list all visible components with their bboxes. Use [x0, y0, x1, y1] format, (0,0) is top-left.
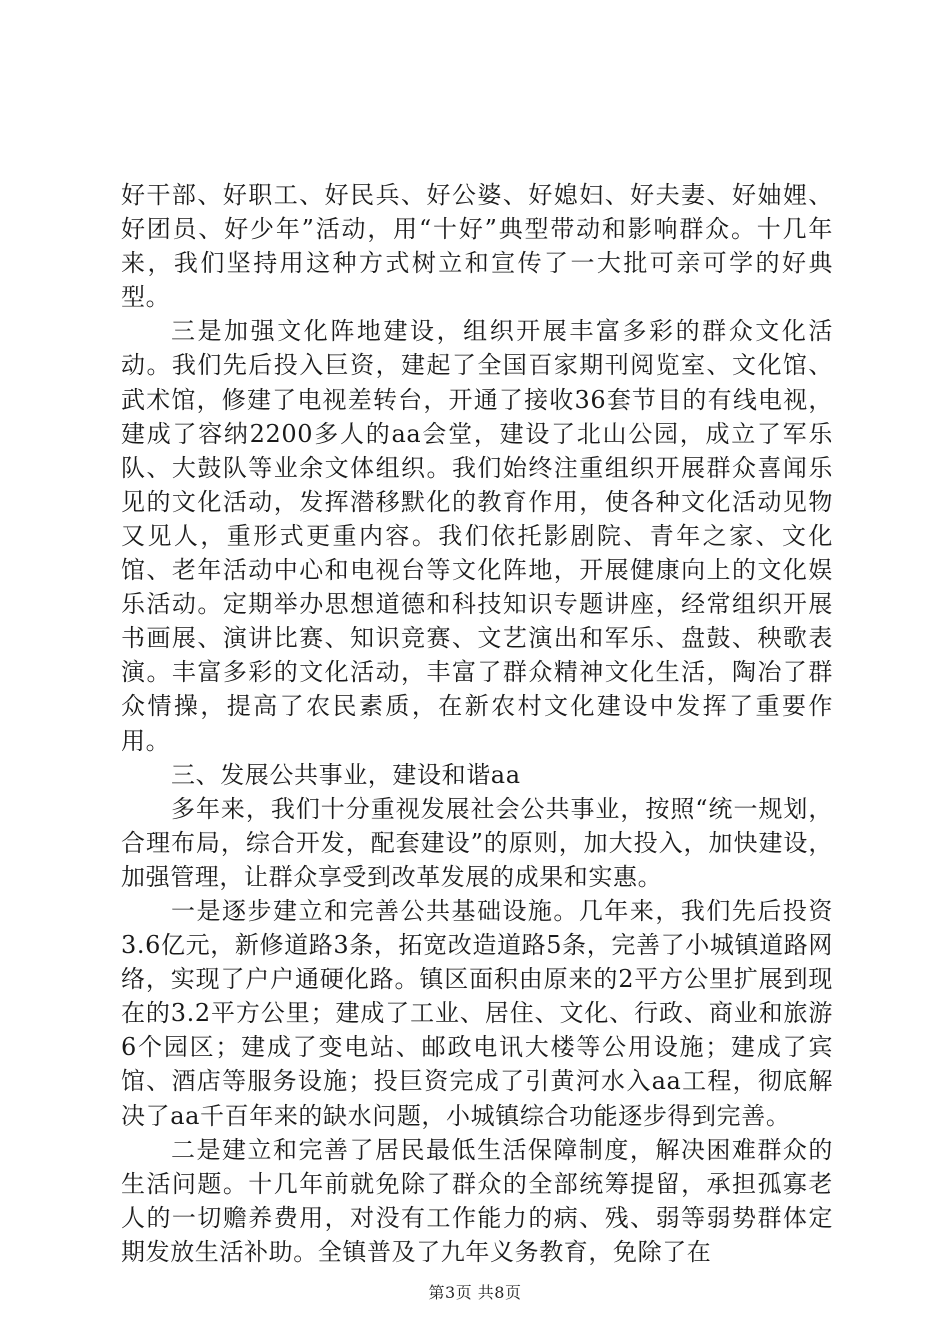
paragraph-culture-facilities: 三是加强文化阵地建设，组织开展丰富多彩的群众文化活动。我们先后投入巨资，建起了全国百家期刊阅览室、文化馆、武术馆，修建了电视差转台，开通了接收36套节目的有线电视，建成了容纳2200多人的aa会堂，建设了北山公园，成立了军乐队、大鼓队等业余文体组织。我们始终注重组织开展群众喜闻乐见的文化活动，发挥潜移默化的教育作用，使各种文化活动见物又见人，重形式更重内容。我们依托影剧院、青年之家、文化馆、老年活动中心和电视台等文化阵地，开展健康向上的文化娱乐活动。定期举办思想道德和科技知识专题讲座，经常组织开展书画展、演讲比赛、知识竞赛、文艺演出和军乐、盘鼓、秧歌表演。丰富多彩的文化活动，丰富了群众精神文化生活，陶冶了群众情操，提高了农民素质，在新农村文化建设中发挥了重要作用。 [121, 317, 833, 755]
paragraph-public-affairs-intro: 多年来，我们十分重视发展社会公共事业，按照“统一规划，合理布局，综合开发，配套建设”的原则，加大投入，加快建设，加强管理，让群众享受到改革发展的成果和实惠。 [121, 794, 833, 891]
paragraph-social-security: 二是建立和完善了居民最低生活保障制度，解决困难群众的生活问题。十几年前就免除了群众的全部统筹提留，承担孤寡老人的一切赡养费用，对没有工作能力的病、残、弱等弱势群体定期发放生活补助。全镇普及了九年义务教育，免除了在 [121, 1135, 833, 1266]
paragraph-continuation: 好干部、好职工、好民兵、好公婆、好媳妇、好夫妻、好妯娌、好团员、好少年”活动，用“十好”典型带动和影响群众。十几年来，我们坚持用这种方式树立和宣传了一大批可亲可学的好典型。 [121, 181, 833, 312]
page-footer: 第3页 共8页 [428, 1283, 522, 1302]
paragraph-infrastructure: 一是逐步建立和完善公共基础设施。几年来，我们先后投资3.6亿元，新修道路3条，拓宽改造道路5条，完善了小城镇道路网络，实现了户户通硬化路。镇区面积由原来的2平方公里扩展到现在的3.2平方公里；建成了工业、居住、文化、行政、商业和旅游6个园区；建成了变电站、邮政电讯大楼等公用设施；建成了宾馆、酒店等服务设施；投巨资完成了引黄河水入aa工程，彻底解决了aa千百年来的缺水问题，小城镇综合功能逐步得到完善。 [121, 896, 833, 1130]
section-heading-public-affairs: 三、发展公共事业，建设和谐aa [171, 760, 521, 789]
document-body [121, 178, 833, 1269]
